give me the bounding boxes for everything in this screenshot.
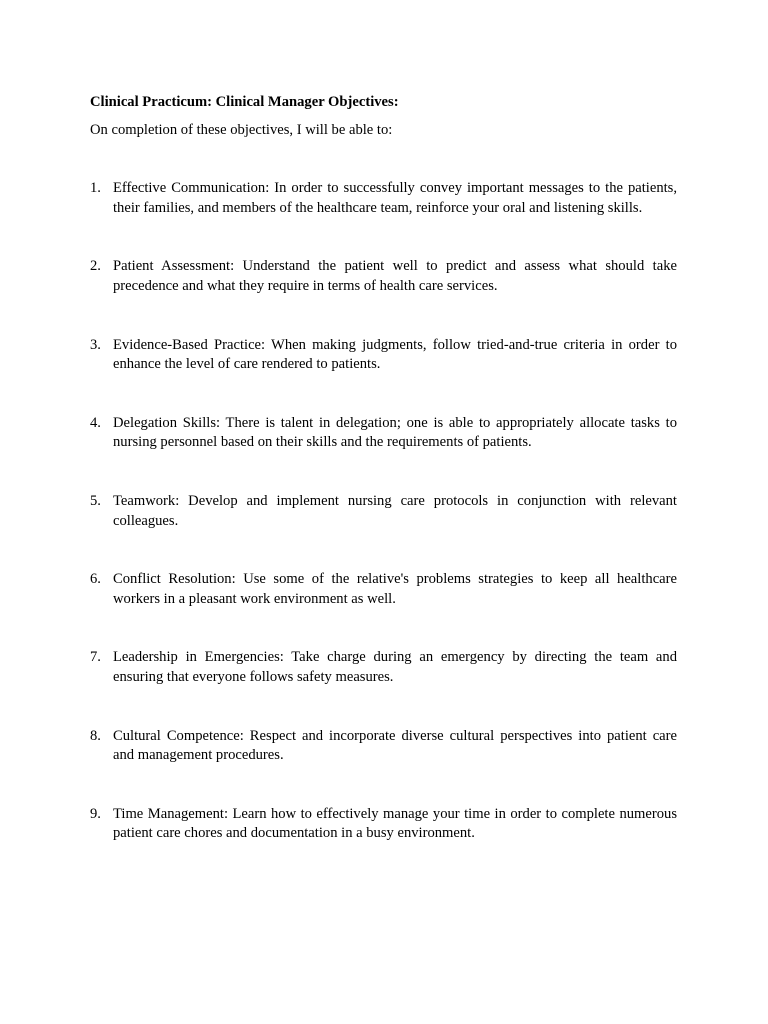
objective-text: Cultural Competence: Respect and incorporate diverse cultural perspectives into patient care and management procedures. bbox=[113, 727, 677, 764]
objective-number: 2. bbox=[90, 258, 101, 275]
objective-item bbox=[90, 570, 677, 609]
intro-text: On completion of these objectives, I will be able to: bbox=[90, 121, 393, 138]
objective-number: 3. bbox=[90, 336, 101, 353]
objective-number: 9. bbox=[90, 805, 101, 822]
objectives-list bbox=[90, 179, 677, 844]
objective-item bbox=[90, 414, 677, 453]
objective-number: 6. bbox=[90, 571, 101, 588]
objective-number: 5. bbox=[90, 492, 101, 509]
objective-item bbox=[90, 648, 677, 687]
objective-item bbox=[90, 179, 677, 218]
objective-item bbox=[90, 727, 677, 766]
objective-item bbox=[90, 336, 677, 375]
objective-text: Delegation Skills: There is talent in delegation; one is able to appropriately allocate tasks to nursing personnel based on their skills and the requirements of patients. bbox=[113, 414, 677, 451]
objective-number: 8. bbox=[90, 727, 101, 744]
objective-text: Patient Assessment: Understand the patient well to predict and assess what should take precedence and what they require in terms of health care services. bbox=[113, 258, 677, 294]
objective-number: 4. bbox=[90, 414, 101, 431]
objective-text: Teamwork: Develop and implement nursing care protocols in conjunction with relevant colleagues. bbox=[113, 492, 677, 529]
objective-number: 7. bbox=[90, 649, 101, 666]
objective-text: Conflict Resolution: Use some of the relative's problems strategies to keep all healthcare workers in a pleasant work environment as well. bbox=[113, 571, 677, 607]
document-body bbox=[90, 93, 677, 883]
objective-text: Evidence-Based Practice: When making judgments, follow tried-and-true criteria in order to enhance the level of care rendered to patients. bbox=[113, 336, 677, 373]
objective-item bbox=[90, 805, 677, 844]
document-title: Clinical Practicum: Clinical Manager Objectives: bbox=[90, 94, 399, 110]
objective-number: 1. bbox=[90, 180, 101, 197]
objective-text: Leadership in Emergencies: Take charge during an emergency by directing the team and ensuring that everyone follows safety measures. bbox=[113, 649, 677, 685]
objective-item bbox=[90, 257, 677, 296]
objective-text: Effective Communication: In order to successfully convey important messages to the patients, their families, and members of the healthcare team, reinforce your oral and listening skills. bbox=[113, 180, 677, 216]
objective-item bbox=[90, 492, 677, 531]
objective-text: Time Management: Learn how to effectively manage your time in order to complete numerous patient care chores and documentation in a busy environment. bbox=[113, 805, 677, 842]
